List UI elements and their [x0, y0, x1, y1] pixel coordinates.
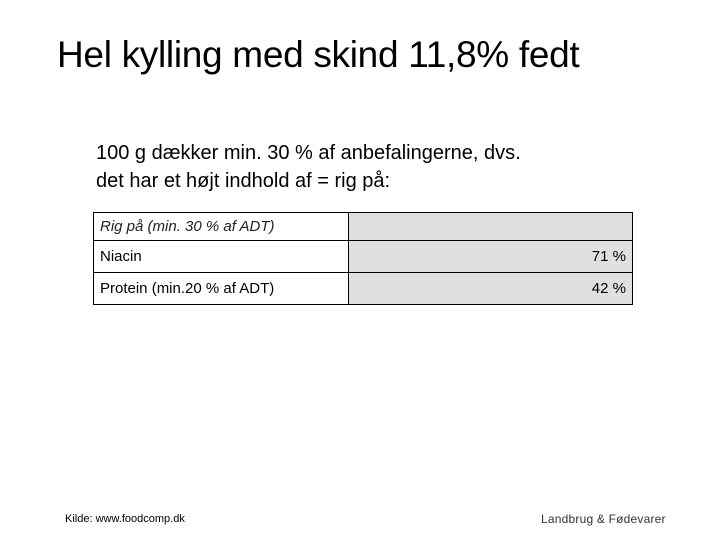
header-value-cell — [349, 213, 633, 241]
slide-title: Hel kylling med skind 11,8% fedt — [57, 34, 580, 75]
intro-text — [96, 139, 656, 195]
row-value-niacin: 71 % — [349, 241, 633, 273]
intro-line-2: det har et højt indhold af = rig på: — [96, 170, 391, 192]
brand-logo: Landbrug & Fødevarer — [541, 512, 666, 526]
table-header-row — [94, 213, 633, 241]
intro-line-1: 100 g dækker min. 30 % af anbefalingerne, dvs. — [96, 142, 521, 164]
row-value-protein: 42 % — [349, 273, 633, 305]
nutrient-table — [93, 212, 633, 305]
header-label-cell: Rig på (min. 30 % af ADT) — [94, 213, 349, 241]
table-row — [94, 273, 633, 305]
source-note: Kilde: www.foodcomp.dk — [65, 513, 185, 525]
row-label-niacin: Niacin — [94, 241, 349, 273]
row-label-protein: Protein (min.20 % af ADT) — [94, 273, 349, 305]
table-row — [94, 241, 633, 273]
